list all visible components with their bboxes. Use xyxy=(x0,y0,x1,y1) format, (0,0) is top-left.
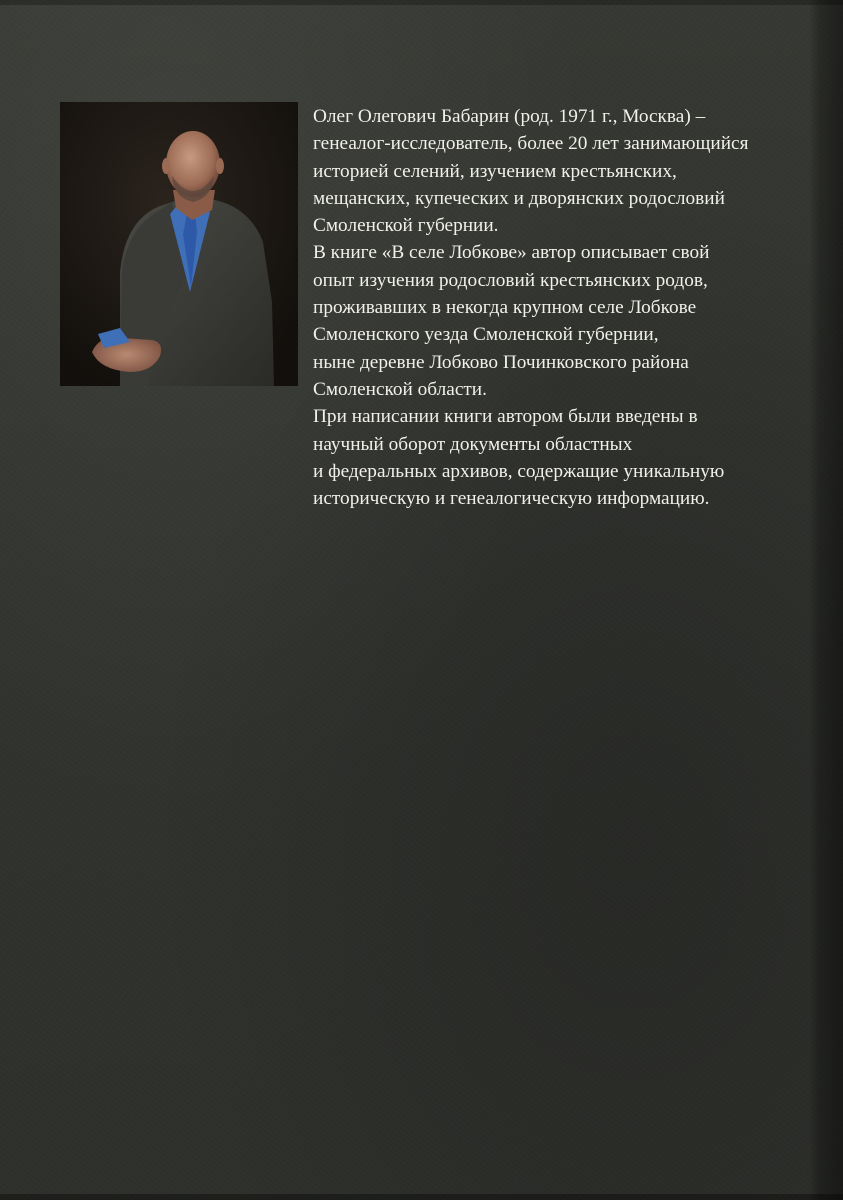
bio-line: Олег Олегович Бабарин (род. 1971 г., Москва) – xyxy=(313,106,706,127)
bio-line: историческую и генеалогическую информацию. xyxy=(313,488,710,510)
author-photo xyxy=(60,102,298,386)
bio-line: мещанских, купеческих и дворянских родословий xyxy=(313,187,725,209)
bio-line: Смоленской губернии. xyxy=(313,215,499,237)
author-portrait-image xyxy=(60,102,298,386)
author-bio xyxy=(313,103,793,512)
bio-line: ныне деревне Лобково Починковского района xyxy=(313,351,689,373)
bio-line: генеалог-исследователь, более 20 лет занимающийся xyxy=(313,133,749,155)
bio-line: опыт изучения родословий крестьянских родов, xyxy=(313,269,708,291)
bio-line: проживавших в некогда крупном селе Лобкове xyxy=(313,297,697,319)
bio-line: При написании книги автором были введены в xyxy=(313,406,698,428)
bio-line: историей селений, изучением крестьянских, xyxy=(313,160,677,182)
bio-line: В книге «В селе Лобкове» автор описывает свой xyxy=(313,242,710,264)
bio-line: Смоленской области. xyxy=(313,378,487,400)
bio-line: Смоленского уезда Смоленской губернии, xyxy=(313,324,659,346)
cover-right-edge xyxy=(809,0,843,1200)
bio-line: и федеральных архивов, содержащие уникальную xyxy=(313,460,725,482)
cover-top-edge xyxy=(0,0,843,5)
cover-bottom-edge xyxy=(0,1194,843,1200)
bio-line: научный оборот документы областных xyxy=(313,433,633,455)
